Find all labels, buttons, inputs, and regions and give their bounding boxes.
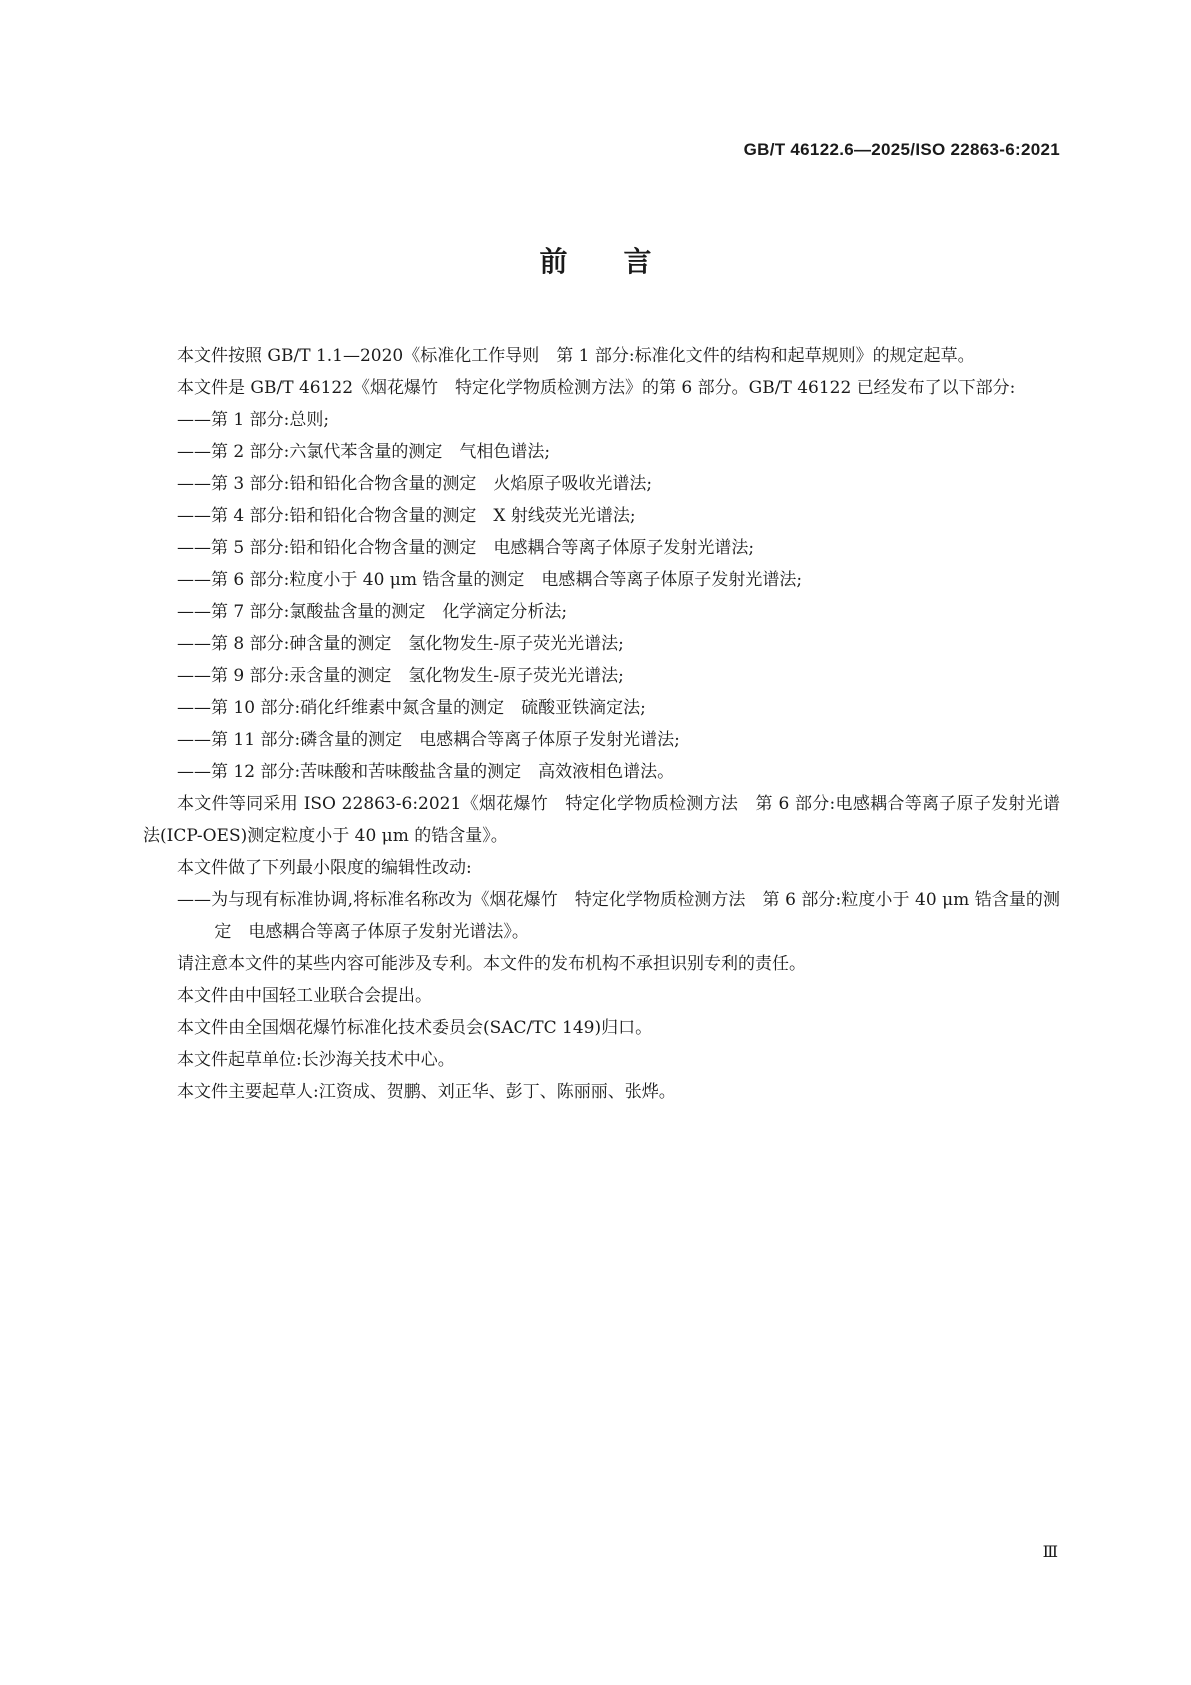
list-item: ——第 11 部分:磷含量的测定 电感耦合等离子体原子发射光谱法; bbox=[177, 730, 680, 750]
document-id: GB/T 46122.6—2025/ISO 22863-6:2021 bbox=[743, 140, 1060, 159]
list-item: ——第 6 部分:粒度小于 40 μm 锆含量的测定 电感耦合等离子体原子发射光谱法; bbox=[177, 570, 803, 590]
page-title: 前言 bbox=[539, 245, 708, 278]
list-item: ——第 2 部分:六氯代苯含量的测定 气相色谱法; bbox=[177, 442, 551, 462]
paragraph-iso-adoption: 本文件等同采用 ISO 22863-6:2021《烟花爆竹 特定化学物质检测方法 第 6 部分:电感耦合等离子原子发射光谱法(ICP-OES)测定粒度小于 40 μm 的锆含量》。 bbox=[143, 794, 1060, 846]
paragraph-drafting-rules: 本文件按照 GB/T 1.1—2020《标准化工作导则 第 1 部分:标准化文件的结构和起草规则》的规定起草。 bbox=[177, 346, 975, 366]
list-item: ——第 8 部分:砷含量的测定 氢化物发生-原子荧光光谱法; bbox=[177, 634, 624, 654]
paragraph-proposer: 本文件由中国轻工业联合会提出。 bbox=[177, 986, 432, 1006]
list-item: ——第 3 部分:铅和铅化合物含量的测定 火焰原子吸收光谱法; bbox=[177, 474, 653, 494]
page-number: Ⅲ bbox=[1042, 1542, 1058, 1561]
editorial-change-item: ——为与现有标准协调,将标准名称改为《烟花爆竹 特定化学物质检测方法 第 6 部分:粒度小于 40 μm 锆含量的测定 电感耦合等离子体原子发射光谱法》。 bbox=[177, 890, 1060, 942]
paragraph-drafters: 本文件主要起草人:江资成、贺鹏、刘正华、彭丁、陈丽丽、张烨。 bbox=[177, 1082, 676, 1102]
parts-list bbox=[143, 404, 1060, 788]
foreword-body bbox=[143, 340, 1060, 1108]
paragraph-editorial-changes: 本文件做了下列最小限度的编辑性改动: bbox=[177, 858, 472, 878]
list-item: ——第 1 部分:总则; bbox=[177, 410, 330, 430]
list-item: ——第 10 部分:硝化纤维素中氮含量的测定 硫酸亚铁滴定法; bbox=[177, 698, 646, 718]
list-item: ——第 5 部分:铅和铅化合物含量的测定 电感耦合等离子体原子发射光谱法; bbox=[177, 538, 755, 558]
paragraph-series-intro: 本文件是 GB/T 46122《烟花爆竹 特定化学物质检测方法》的第 6 部分。GB/T 46122 已经发布了以下部分: bbox=[177, 378, 1016, 398]
list-item: ——第 9 部分:汞含量的测定 氢化物发生-原子荧光光谱法; bbox=[177, 666, 624, 686]
paragraph-technical-committee: 本文件由全国烟花爆竹标准化技术委员会(SAC/TC 149)归口。 bbox=[177, 1018, 653, 1038]
list-item: ——第 7 部分:氯酸盐含量的测定 化学滴定分析法; bbox=[177, 602, 568, 622]
paragraph-drafting-organization: 本文件起草单位:长沙海关技术中心。 bbox=[177, 1050, 455, 1070]
list-item: ——第 12 部分:苦味酸和苦味酸盐含量的测定 高效液相色谱法。 bbox=[177, 762, 675, 782]
list-item: ——第 4 部分:铅和铅化合物含量的测定 X 射线荧光光谱法; bbox=[177, 506, 636, 526]
paragraph-patent-notice: 请注意本文件的某些内容可能涉及专利。本文件的发布机构不承担识别专利的责任。 bbox=[177, 954, 806, 974]
